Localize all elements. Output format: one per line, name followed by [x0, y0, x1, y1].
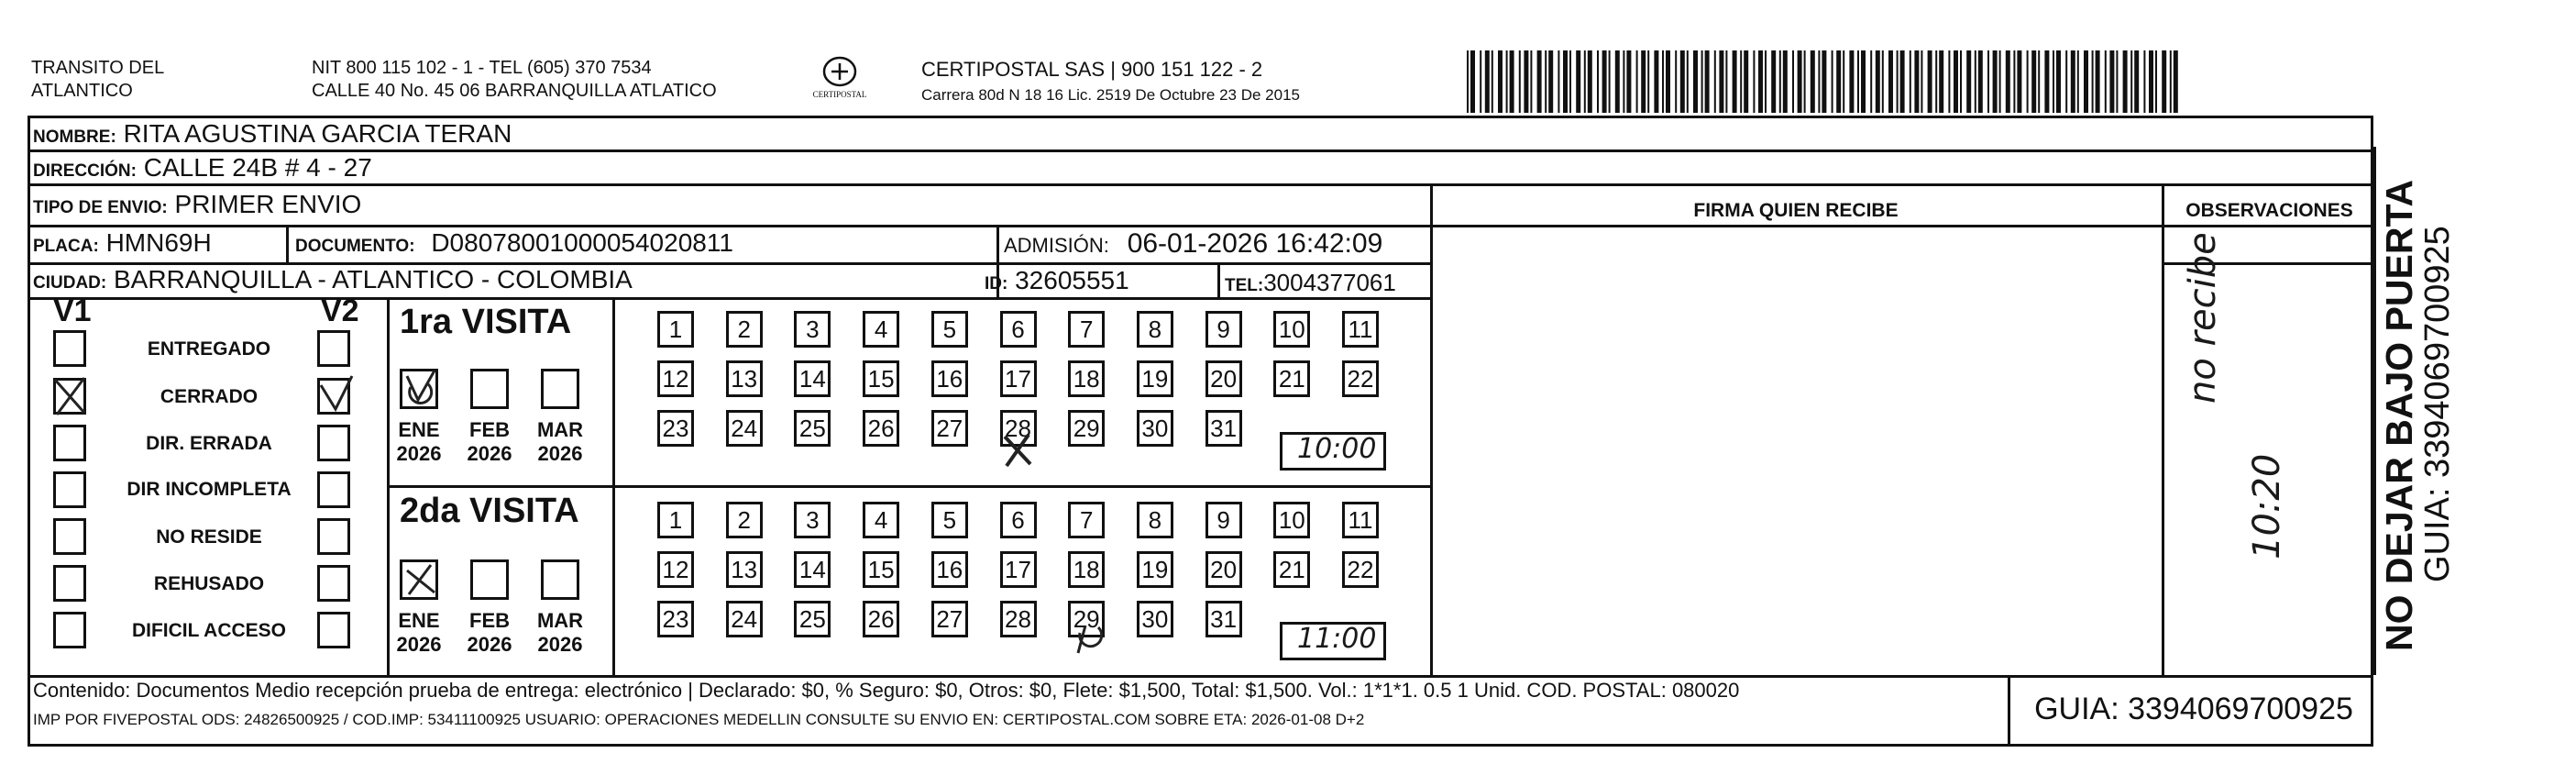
visit2-day-27[interactable]: 27: [931, 601, 968, 637]
rule: [2373, 147, 2376, 675]
barcode-bar: [1758, 50, 1763, 113]
barcode-bar: [1897, 50, 1899, 113]
barcode-bar: [1485, 50, 1490, 113]
visit2-day-2[interactable]: 2: [726, 502, 763, 538]
visit1-day-16[interactable]: 16: [931, 360, 968, 397]
visit1-day-19[interactable]: 19: [1137, 360, 1173, 397]
barcode-bar: [1882, 50, 1884, 113]
barcode-bar: [1470, 50, 1475, 113]
visit1-title: 1ra VISITA: [400, 303, 572, 341]
visit2-day-14[interactable]: 14: [794, 551, 831, 588]
barcode-bar: [1966, 50, 1971, 113]
barcode-bar: [1626, 50, 1631, 113]
id-value: 32605551: [1015, 266, 1129, 294]
barcode-bar: [1662, 50, 1664, 113]
barcode-bar: [1701, 50, 1703, 113]
barcode-bar: [1822, 50, 1826, 113]
barcode-bar: [1765, 50, 1767, 113]
barcode-bar: [1647, 50, 1649, 113]
barcode-bar: [1675, 50, 1677, 113]
barcode-bar: [1978, 50, 1983, 113]
barcode-bar: [1771, 50, 1776, 113]
observations-header: OBSERVACIONES: [2185, 200, 2353, 221]
visit2-time: 11:00: [1297, 623, 1377, 655]
visit1-day-8[interactable]: 8: [1137, 311, 1173, 348]
barcode-bar: [1888, 50, 1893, 113]
visit1-day-6[interactable]: 6: [1000, 311, 1037, 348]
reason-label: DIFICIL ACCESO: [131, 620, 286, 641]
barcode-bar: [1857, 50, 1859, 113]
barcode-bar: [1818, 50, 1820, 113]
barcode-bar: [1960, 50, 1962, 113]
visit1-day-17[interactable]: 17: [1000, 360, 1037, 397]
barcode-bar: [1914, 50, 1919, 113]
barcode-bar: [1636, 50, 1638, 113]
barcode-bar: [1804, 50, 1806, 113]
visit2-day-25[interactable]: 25: [794, 601, 831, 637]
visit2-day-11[interactable]: 11: [1342, 502, 1379, 538]
visit1-time: 10:00: [1297, 433, 1377, 465]
visit2-day-10[interactable]: 10: [1273, 502, 1310, 538]
visit2-day-29[interactable]: 29: [1068, 601, 1105, 637]
reason-label: CERRADO: [160, 386, 259, 407]
barcode-bar: [1654, 50, 1658, 113]
visit1-day-15[interactable]: 15: [863, 360, 899, 397]
visit1-day-11[interactable]: 11: [1342, 311, 1379, 348]
barcode-bar: [1530, 50, 1532, 113]
barcode-bar: [1740, 50, 1742, 113]
visit2-day-21[interactable]: 21: [1273, 551, 1310, 588]
rule: [2162, 183, 2164, 675]
admission-label: ADMISIÓN:: [1004, 234, 1109, 257]
barcode-bar: [1641, 50, 1646, 113]
barcode-bar: [2013, 50, 2015, 113]
barcode-bar: [1693, 50, 1698, 113]
barcode-bar: [1548, 50, 1553, 113]
sender-info-line2: CALLE 40 No. 45 06 BARRANQUILLA ATLATICO: [312, 81, 717, 101]
barcode-bar: [1870, 50, 1872, 113]
v1-label: V1: [53, 293, 92, 328]
visit2-day-3[interactable]: 3: [794, 502, 831, 538]
footer-print-line: IMP POR FIVEPOSTAL ODS: 24826500925 / COD.IMP: 53411100925 USUARIO: OPERACIONES MEDELLIN CONSULTE SU ENVIO EN: CERTIPOSTAL.COM SOBRE ETA: 2026-01-08 D+2: [33, 711, 1365, 728]
visit2-day-9[interactable]: 9: [1205, 502, 1242, 538]
visit1-month-label: ENE 2026: [396, 418, 442, 465]
visit1-day-mark: [1005, 435, 1030, 466]
barcode-bar: [1519, 50, 1521, 113]
footer-content-line: Contenido: Documentos Medio recepción prueba de entrega: electrónico | Declarado: $0, % Seguro: $0, Otros: $0, Flete: $1,500, Total: $1,500. Vol.: 1*1*1. 0.5 1 Unid. COD. POSTAL: 080020: [33, 679, 1740, 702]
plate-label: PLACA:: [33, 237, 99, 256]
barcode-bar: [1609, 50, 1611, 113]
barcode-bar: [1569, 50, 1571, 113]
visit1-ene-mark: [407, 371, 435, 403]
barcode-bar: [2027, 50, 2029, 113]
visit2-day-23[interactable]: 23: [657, 601, 694, 637]
footer-guide-number: GUIA: 3394069700925: [2034, 692, 2353, 726]
name-label: NOMBRE:: [33, 127, 116, 147]
barcode-bar: [1615, 50, 1620, 113]
side-guide-number: GUIA: 3394069700925: [2418, 226, 2457, 582]
barcode-bar: [2105, 50, 2107, 113]
tel-value: 3004377061: [1263, 269, 1396, 296]
shipment-type-label: TIPO DE ENVIO:: [33, 198, 168, 217]
barcode-bar: [2143, 50, 2145, 113]
barcode-bar: [2031, 50, 2036, 113]
visit1-day-28[interactable]: 28: [1000, 410, 1037, 447]
carrier-line2: Carrera 80d N 18 16 Lic. 2519 De Octubre 23 De 2015: [921, 86, 1300, 104]
v2-label: V2: [321, 293, 359, 328]
signature-header: FIRMA QUIEN RECIBE: [1693, 200, 1899, 221]
visit1-day-7[interactable]: 7: [1068, 311, 1105, 348]
visit2-day-mark: [1078, 626, 1102, 653]
visit1-day-22[interactable]: 22: [1342, 360, 1379, 397]
address-value: CALLE 24B # 4 - 27: [143, 153, 372, 182]
barcode-bar: [1939, 50, 1943, 113]
visit2-day-20[interactable]: 20: [1205, 551, 1242, 588]
observation-note-line1: no recibe: [2182, 232, 2224, 404]
visit1-day-20[interactable]: 20: [1205, 360, 1242, 397]
barcode-bar: [1798, 50, 1802, 113]
barcode-bar: [2071, 50, 2075, 113]
shipment-type-value: PRIMER ENVIO: [174, 190, 362, 218]
barcode-bar: [1779, 50, 1781, 113]
visit1-day-5[interactable]: 5: [931, 311, 968, 348]
barcode-bar: [1876, 50, 1880, 113]
visit2-day-26[interactable]: 26: [863, 601, 899, 637]
barcode-bar: [1584, 50, 1586, 113]
barcode-bar: [2092, 50, 2094, 113]
visit2-month-label: MAR 2026: [536, 609, 584, 656]
barcode-bar: [1680, 50, 1685, 113]
barcode-bar: [1861, 50, 1866, 113]
barcode-bar: [1849, 50, 1854, 113]
visit1-day-9[interactable]: 9: [1205, 311, 1242, 348]
barcode-bar: [2056, 50, 2061, 113]
barcode-bar: [1948, 50, 1950, 113]
barcode-bar: [1498, 50, 1503, 113]
tel-label: TEL:: [1225, 276, 1264, 295]
visit1-day-31[interactable]: 31: [1205, 410, 1242, 447]
visit2-day-16[interactable]: 16: [931, 551, 968, 588]
barcode-bar: [1597, 50, 1599, 113]
visit2-day-22[interactable]: 22: [1342, 551, 1379, 588]
visit2-day-5[interactable]: 5: [931, 502, 968, 538]
visit2-month-label: FEB 2026: [467, 609, 512, 656]
visit2-day-24[interactable]: 24: [726, 601, 763, 637]
reason-label: ENTREGADO: [147, 338, 271, 360]
barcode-bar: [2170, 50, 2172, 113]
visit2-ene-mark: [407, 565, 435, 594]
barcode-bar: [1492, 50, 1493, 113]
barcode-bar: [2130, 50, 2132, 113]
name-value: RITA AGUSTINA GARCIA TERAN: [123, 119, 512, 148]
rule: [2008, 675, 2010, 747]
address-label: DIRECCIÓN:: [33, 161, 137, 181]
visit1-day-2[interactable]: 2: [726, 311, 763, 348]
city-value: BARRANQUILLA - ATLANTICO - COLOMBIA: [114, 265, 633, 293]
barcode-bar: [1666, 50, 1670, 113]
visit1-day-26[interactable]: 26: [863, 410, 899, 447]
barcode-bar: [1753, 50, 1755, 113]
visit2-day-8[interactable]: 8: [1137, 502, 1173, 538]
visit2-day-19[interactable]: 19: [1137, 551, 1173, 588]
visit1-day-18[interactable]: 18: [1068, 360, 1105, 397]
barcode-bar: [1576, 50, 1580, 113]
barcode-bar: [1537, 50, 1542, 113]
barcode-bar: [2149, 50, 2153, 113]
barcode-bar: [1588, 50, 1592, 113]
barcode-bar: [1480, 50, 1481, 113]
carrier-line1: CERTIPOSTAL SAS | 900 151 122 - 2: [921, 58, 1263, 81]
barcode-bar: [1725, 50, 1727, 113]
barcode: [1467, 50, 2191, 115]
barcode-bar: [1783, 50, 1788, 113]
barcode-bar: [1558, 50, 1559, 113]
visit2-day-18[interactable]: 18: [1068, 551, 1105, 588]
barcode-bar: [2134, 50, 2139, 113]
barcode-bar: [2123, 50, 2128, 113]
visit1-day-3[interactable]: 3: [794, 311, 831, 348]
document-value: D08078001000054020811: [431, 228, 733, 257]
observation-note-line2: 10:20: [2246, 453, 2288, 559]
barcode-bar: [1545, 50, 1547, 113]
sender-name-line2: ATLANTICO: [31, 81, 133, 101]
barcode-bar: [2065, 50, 2067, 113]
barcode-bar: [1744, 50, 1748, 113]
barcode-bar: [2116, 50, 2118, 113]
visit1-day-12[interactable]: 12: [657, 360, 694, 397]
reason-label: DIR INCOMPLETA: [127, 479, 292, 500]
barcode-bar: [1467, 50, 1469, 113]
v2-cerrado-mark: [321, 376, 352, 409]
visit2-day-1[interactable]: 1: [657, 502, 694, 538]
barcode-bar: [1705, 50, 1710, 113]
visit1-day-4[interactable]: 4: [863, 311, 899, 348]
barcode-bar: [1836, 50, 1841, 113]
barcode-bar: [2096, 50, 2100, 113]
barcode-bar: [2006, 50, 2010, 113]
visit1-day-24[interactable]: 24: [726, 410, 763, 447]
visit1-day-21[interactable]: 21: [1273, 360, 1310, 397]
visit1-day-13[interactable]: 13: [726, 360, 763, 397]
visit2-day-15[interactable]: 15: [863, 551, 899, 588]
barcode-bar: [1602, 50, 1607, 113]
admission-value: 06-01-2026 16:42:09: [1127, 228, 1383, 259]
barcode-bar: [2155, 50, 2157, 113]
visit2-month-label: ENE 2026: [396, 609, 442, 656]
visit2-day-13[interactable]: 13: [726, 551, 763, 588]
barcode-bar: [2038, 50, 2040, 113]
visit1-day-25[interactable]: 25: [794, 410, 831, 447]
visit1-day-30[interactable]: 30: [1137, 410, 1173, 447]
visit2-day-12[interactable]: 12: [657, 551, 694, 588]
barcode-bar: [2174, 50, 2178, 113]
no-dejar-warning: NO DEJAR BAJO PUERTA: [2378, 179, 2420, 651]
visit1-day-23[interactable]: 23: [657, 410, 694, 447]
barcode-bar: [1843, 50, 1844, 113]
carrier-logo-text: CERTIPOSTAL: [812, 90, 867, 99]
barcode-bar: [2044, 50, 2049, 113]
visit1-day-14[interactable]: 14: [794, 360, 831, 397]
barcode-bar: [1928, 50, 1932, 113]
barcode-bar: [1687, 50, 1689, 113]
reason-label: NO RESIDE: [156, 526, 262, 548]
barcode-bar: [1921, 50, 1922, 113]
plate-value: HMN69H: [105, 228, 212, 257]
id-label: ID:: [985, 274, 1008, 293]
signature-area[interactable]: [1436, 266, 2158, 670]
barcode-bar: [1954, 50, 1958, 113]
barcode-bar: [1900, 50, 1905, 113]
barcode-bar: [1910, 50, 1911, 113]
barcode-bar: [2162, 50, 2166, 113]
visit2-day-7[interactable]: 7: [1068, 502, 1105, 538]
city-label: CIUDAD:: [33, 273, 107, 293]
visit1-day-10[interactable]: 10: [1273, 311, 1310, 348]
barcode-bar: [1792, 50, 1794, 113]
visit2-title: 2da VISITA: [400, 492, 579, 530]
barcode-bar: [1975, 50, 1976, 113]
visit1-day-1[interactable]: 1: [657, 311, 694, 348]
barcode-bar: [1987, 50, 1989, 113]
barcode-bar: [2109, 50, 2114, 113]
visit2-day-28[interactable]: 28: [1000, 601, 1037, 637]
barcode-bar: [2017, 50, 2021, 113]
visit1-month-label: MAR 2026: [536, 418, 584, 465]
visit2-day-6[interactable]: 6: [1000, 502, 1037, 538]
barcode-bar: [1935, 50, 1937, 113]
barcode-bar: [2077, 50, 2079, 113]
visit1-day-29[interactable]: 29: [1068, 410, 1105, 447]
barcode-bar: [1510, 50, 1514, 113]
barcode-bar: [1714, 50, 1716, 113]
barcode-bar: [1993, 50, 1998, 113]
barcode-bar: [1811, 50, 1815, 113]
visit2-day-31[interactable]: 31: [1205, 601, 1242, 637]
reason-label: DIR. ERRADA: [146, 433, 272, 454]
barcode-bar: [1999, 50, 2001, 113]
visit2-day-17[interactable]: 17: [1000, 551, 1037, 588]
barcode-bar: [1719, 50, 1723, 113]
barcode-bar: [1524, 50, 1528, 113]
document-label: DOCUMENTO:: [295, 237, 415, 256]
reason-label: REHUSADO: [153, 573, 265, 594]
visit1-month-label: FEB 2026: [467, 418, 512, 465]
visit2-day-4[interactable]: 4: [863, 502, 899, 538]
barcode-bar: [1623, 50, 1624, 113]
visit2-day-30[interactable]: 30: [1137, 601, 1173, 637]
v1-cerrado-mark: [55, 378, 84, 415]
sender-info-line1: NIT 800 115 102 - 1 - TEL (605) 370 7534: [312, 58, 652, 78]
barcode-bar: [2084, 50, 2088, 113]
barcode-bar: [1506, 50, 1508, 113]
barcode-bar: [2053, 50, 2054, 113]
visit1-day-27[interactable]: 27: [931, 410, 968, 447]
barcode-bar: [1832, 50, 1833, 113]
barcode-bar: [1563, 50, 1568, 113]
barcode-bar: [1733, 50, 1737, 113]
sender-name-line1: TRANSITO DEL: [31, 58, 165, 78]
